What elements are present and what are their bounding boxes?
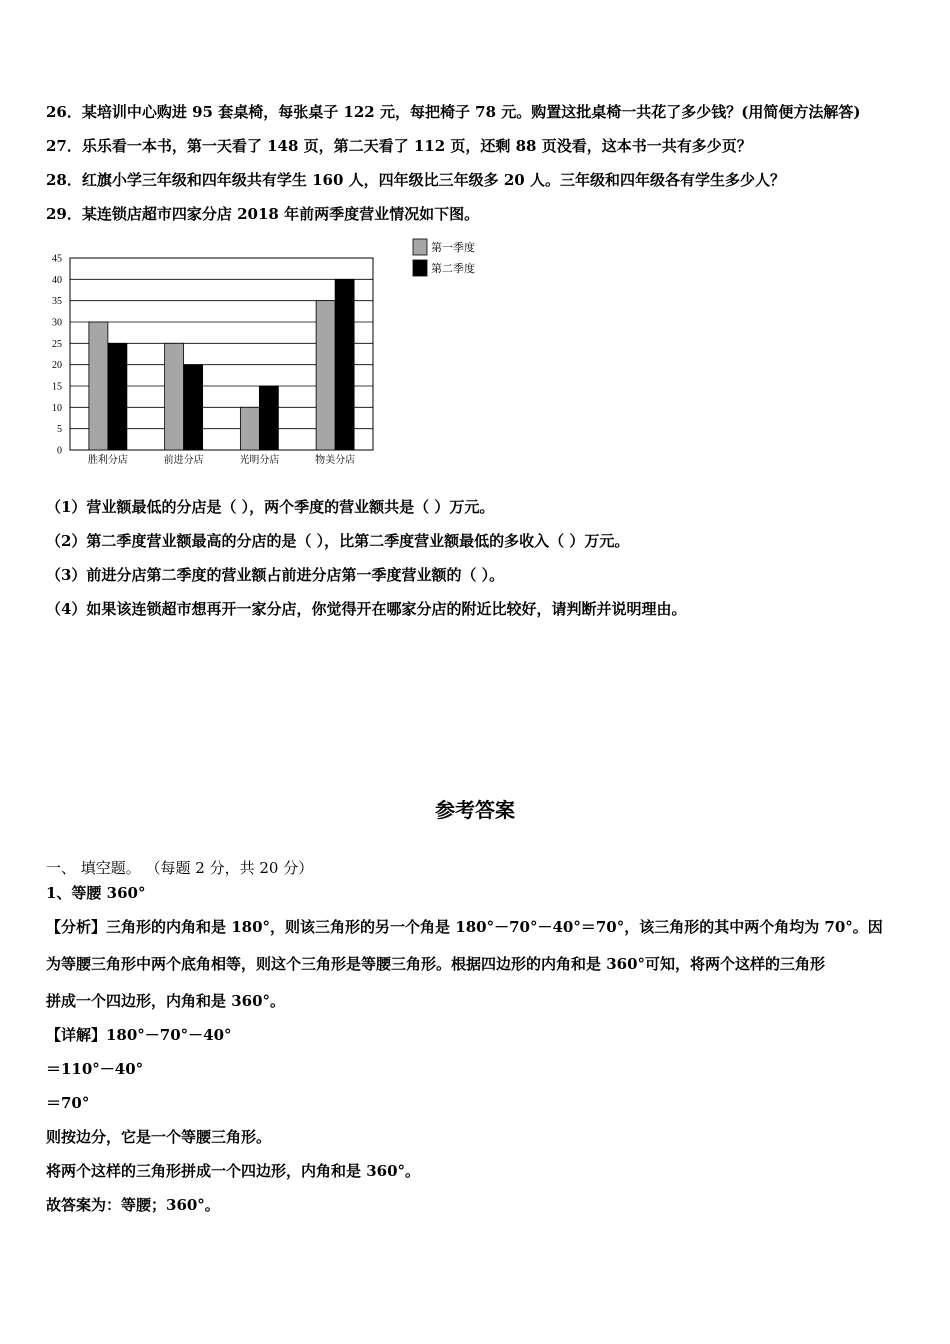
y-tick-label: 25 [52,338,62,350]
sub-question-2: （2）第二季度营业额最高的分店的是（ ），比第二季度营业额最低的多收入（ ）万元。 [46,532,630,550]
question-27: 27．乐乐看一本书，第一天看了 148 页，第二天看了 112 页，还剩 88 页没看，这本书一共有多少页？ [46,137,752,155]
bar-q2 [335,279,354,450]
bar-q1 [165,343,184,450]
analysis-line-1: 【分析】三角形的内角和是 180°，则该三角形的另一个角是 180°－70°－40°＝70°，该三角形的其中两个角均为 70°。因 [46,918,883,936]
analysis-line-2: 为等腰三角形中两个底角相等，则这个三角形是等腰三角形。根据四边形的内角和是 360°可知，将两个这样的三角形 [46,955,826,973]
y-tick-label: 30 [52,317,62,329]
y-tick-label: 40 [52,274,62,286]
detail-line-3: ＝70° [46,1094,90,1112]
y-tick-label: 10 [52,402,62,414]
legend-label: 第一季度 [431,242,475,254]
question-28: 28．红旗小学三年级和四年级共有学生 160 人，四年级比三年级多 20 人。三年级和四年级各有学生多少人？ [46,171,785,189]
chart-svg [40,236,500,476]
question-26: 26．某培训中心购进 95 套桌椅，每张桌子 122 元，每把椅子 78 元。购置这批桌椅一共花了多少钱？(用简便方法解答) [46,103,861,121]
legend-swatch [413,239,427,255]
detail-line-5: 将两个这样的三角形拼成一个四边形，内角和是 360°。 [46,1162,421,1180]
y-tick-label: 20 [52,360,62,372]
detail-line-6: 故答案为：等腰；360°。 [46,1196,220,1214]
legend-swatch [413,260,427,276]
sub-question-4: （4）如果该连锁超市想再开一家分店，你觉得开在哪家分店的附近比较好，请判断并说明理由。 [46,600,687,618]
y-tick-label: 15 [52,381,62,393]
x-tick-label: 光明分店 [239,455,280,466]
bar-q1 [240,407,259,450]
x-tick-label: 前进分店 [163,455,204,466]
y-tick-label: 0 [57,445,62,457]
analysis-line-3: 拼成一个四边形，内角和是 360°。 [46,992,286,1010]
bar-q1 [316,301,335,450]
detail-line-2: ＝110°－40° [46,1060,144,1078]
answer-section-heading: 一、 填空题。 （每题 2 分，共 20 分） [46,859,314,877]
detail-line-4: 则按边分，它是一个等腰三角形。 [46,1128,272,1146]
y-tick-label: 45 [52,253,62,265]
y-tick-label: 35 [52,296,62,308]
x-tick-label: 物美分店 [315,455,356,466]
y-tick-label: 5 [57,424,62,436]
bar-q2 [108,343,127,450]
question-29: 29．某连锁店超市四家分店 2018 年前两季度营业情况如下图。 [46,205,480,223]
bar-q2 [184,365,203,450]
x-tick-label: 胜利分店 [87,455,128,466]
bar-q1 [89,322,108,450]
sub-question-3: （3）前进分店第二季度的营业额占前进分店第一季度营业额的（ ）。 [46,566,505,584]
bar-chart [40,236,500,476]
sub-question-1: （1）营业额最低的分店是（ ），两个季度的营业额共是（ ）万元。 [46,498,495,516]
bar-q2 [259,386,278,450]
detail-line-1: 【详解】180°－70°－40° [46,1026,232,1044]
answer-item-1: 1、等腰 360° [46,884,146,902]
answer-title: 参考答案 [435,798,515,822]
legend-label: 第二季度 [431,263,475,275]
